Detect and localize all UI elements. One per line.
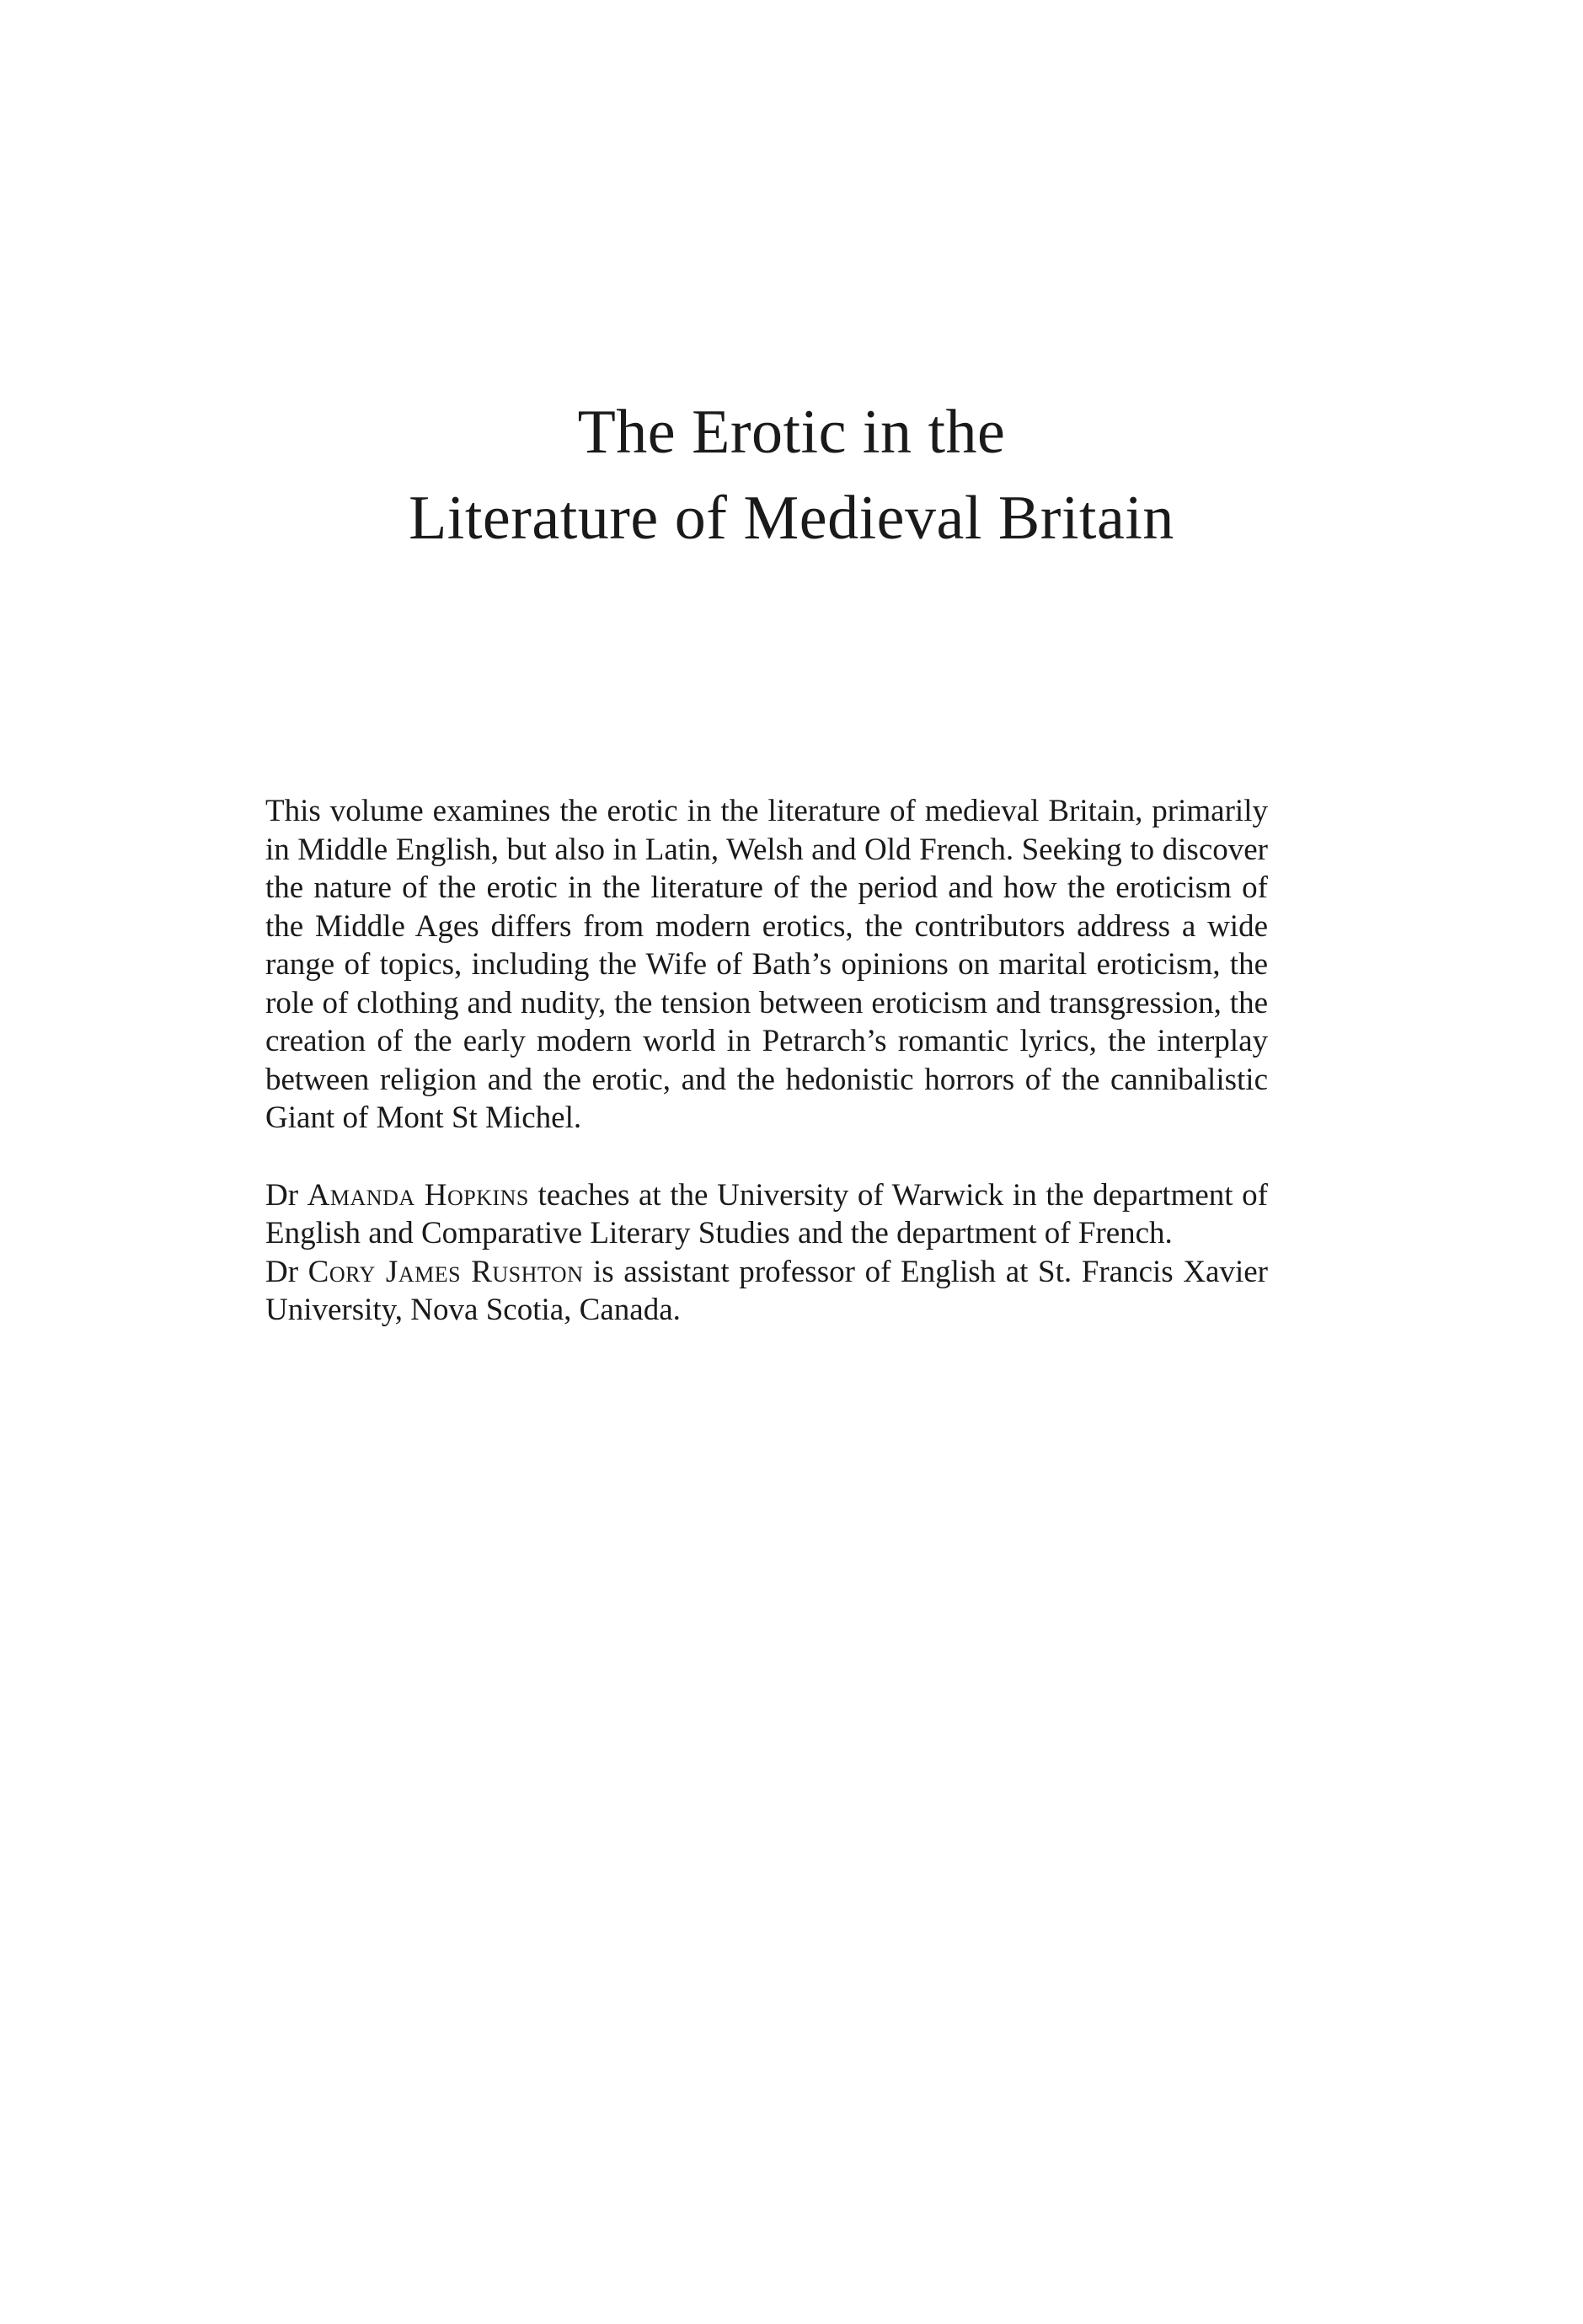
editor-bio-hopkins: [265, 1176, 1268, 1253]
editor-bio-text: teaches at the University of Warwick in the department of English and Comparative Literary Studies and the department of French.: [265, 1177, 1269, 1250]
editor-bios: [265, 1176, 1268, 1330]
editor-prefix: Dr: [265, 1254, 308, 1289]
editor-prefix: Dr: [265, 1177, 308, 1213]
book-description: This volume examines the erotic in the literature of medieval Britain, primarily in Middle English, but also in Latin, Welsh and Old French. Seeking to discover the nature of the erotic in the literature of the period and how the eroticism of the Middle Ages differs from modern erotics, the contributors address a wide range of topics, including the Wife of Bath’s opinions on marital eroticism, the role of clothing and nudity, the tension between eroticism and transgression, the creation of the early modern world in Petrarch’s romantic lyrics, the interplay between religion and the erotic, and the hedonistic horrors of the cannibalistic Giant of Mont St Michel.: [265, 794, 1268, 1135]
book-title-line-1: The Erotic in the: [577, 398, 1006, 467]
editor-bio-rushton: [265, 1253, 1268, 1330]
editor-name: Cory James Rushton: [308, 1254, 584, 1289]
editor-name: Amanda Hopkins: [307, 1177, 529, 1213]
book-title-line-2: Literature of Medieval Britain: [409, 484, 1174, 553]
book-title: [0, 389, 1583, 561]
blurb-section: [265, 792, 1268, 1330]
editor-bio-text: is assistant professor of English at St. Francis Xavier University, Nova Scotia, Canada.: [265, 1254, 1268, 1327]
